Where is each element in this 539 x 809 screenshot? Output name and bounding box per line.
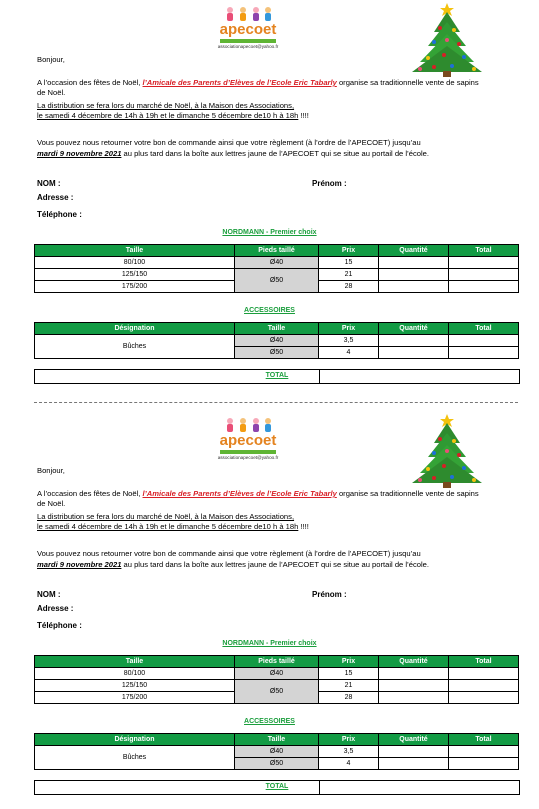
return-line-2 <box>37 149 429 159</box>
distribution-line-2 <box>37 111 309 121</box>
table-row <box>35 668 519 680</box>
total-cell[interactable] <box>449 347 519 359</box>
prix-cell: 4 <box>319 758 379 770</box>
col-quantite: Quantité <box>379 323 449 335</box>
table-row <box>35 680 519 692</box>
table-header-row <box>35 734 519 746</box>
total-cell[interactable] <box>449 281 519 293</box>
return-line-2 <box>37 560 429 570</box>
nom-label: NOM : <box>37 590 61 599</box>
col-taille: Taille <box>35 656 235 668</box>
intro-pre: A l’occasion des fêtes de Noël, <box>37 489 143 498</box>
total-cell[interactable] <box>449 257 519 269</box>
prix-cell: 15 <box>319 668 379 680</box>
return-line-1: Vous pouvez nous retourner votre bon de commande ainsi que votre règlement (à l’ordre de l’APECOET) jusqu’au <box>37 549 421 558</box>
taille-cell: 175/200 <box>35 281 235 293</box>
designation-cell: Bûches <box>35 746 235 770</box>
return-post: au plus tard dans la boîte aux lettres jaune de l’APECOET qui se situe au portail de l’école. <box>121 149 430 158</box>
col-taille: Taille <box>235 323 319 335</box>
total-cell[interactable] <box>449 335 519 347</box>
prenom-label: Prénom : <box>312 590 347 599</box>
greeting: Bonjour, <box>37 466 65 475</box>
organisation-name: l’Amicale des Parents d’Elèves de l’Ecole Eric Tabarly <box>142 489 337 498</box>
prenom-label: Prénom : <box>312 179 347 188</box>
order-form-top <box>0 0 539 398</box>
accessoires-table <box>34 733 519 770</box>
col-quantite: Quantité <box>379 245 449 257</box>
col-total: Total <box>449 245 519 257</box>
quantite-cell[interactable] <box>379 347 449 359</box>
taille-cell: 175/200 <box>35 692 235 704</box>
intro-pre: A l’occasion des fêtes de Noël, <box>37 78 143 87</box>
table-row <box>35 335 519 347</box>
prix-cell: 28 <box>319 692 379 704</box>
quantite-cell[interactable] <box>379 758 449 770</box>
col-prix: Prix <box>319 245 379 257</box>
col-total: Total <box>449 656 519 668</box>
distribution-line-1: La distribution se fera lors du marché de Noël, à la Maison des Associations, <box>37 512 295 521</box>
organisation-name: l’Amicale des Parents d’Elèves de l’Ecole Eric Tabarly <box>142 78 337 87</box>
quantite-cell[interactable] <box>379 680 449 692</box>
intro-post: organise sa traditionnelle vente de sapins <box>336 489 479 498</box>
deadline: mardi 9 novembre 2021 <box>37 149 122 158</box>
col-pieds: Pieds taillé <box>235 656 319 668</box>
taille-cell: Ø50 <box>235 347 319 359</box>
greeting: Bonjour, <box>37 55 65 64</box>
intro-line <box>37 78 479 88</box>
col-prix: Prix <box>319 734 379 746</box>
total-label: TOTAL <box>235 781 320 794</box>
adresse-label: Adresse : <box>37 604 74 613</box>
total-row[interactable] <box>34 369 520 384</box>
nordmann-title: NORDMANN - Premier choix <box>222 640 317 647</box>
distribution-line-1: La distribution se fera lors du marché de Noël, à la Maison des Associations, <box>37 101 295 110</box>
distribution-dates: le samedi 4 décembre de 14h à 19h et le dimanche 5 décembre de10 h à 18h <box>37 522 299 531</box>
prix-cell: 21 <box>319 269 379 281</box>
return-post: au plus tard dans la boîte aux lettres jaune de l’APECOET qui se situe au portail de l’école. <box>121 560 430 569</box>
table-row <box>35 746 519 758</box>
total-cell[interactable] <box>449 692 519 704</box>
intro-line <box>37 489 479 499</box>
table-header-row <box>35 323 519 335</box>
prix-cell: 21 <box>319 680 379 692</box>
children-logo-icon <box>224 6 274 22</box>
col-quantite: Quantité <box>379 734 449 746</box>
intro-line-2: de Noël. <box>37 499 66 508</box>
distribution-dates: le samedi 4 décembre de 14h à 19h et le dimanche 5 décembre de10 h à 18h <box>37 111 299 120</box>
table-header-row <box>35 245 519 257</box>
prix-cell: 3,5 <box>319 746 379 758</box>
apecoet-logo <box>210 6 286 52</box>
taille-cell: Ø40 <box>235 746 319 758</box>
telephone-label: Téléphone : <box>37 210 82 219</box>
adresse-label: Adresse : <box>37 193 74 202</box>
christmas-tree-icon <box>404 411 490 489</box>
total-label: TOTAL <box>235 370 320 383</box>
designation-cell: Bûches <box>35 335 235 359</box>
col-designation: Désignation <box>35 734 235 746</box>
prix-cell: 3,5 <box>319 335 379 347</box>
table-row <box>35 257 519 269</box>
cut-line <box>34 402 518 403</box>
logo-bar <box>220 39 276 43</box>
logo-bar <box>220 450 276 454</box>
total-cell[interactable] <box>449 680 519 692</box>
pied-cell: Ø40 <box>235 668 319 680</box>
col-quantite: Quantité <box>379 656 449 668</box>
quantite-cell[interactable] <box>379 692 449 704</box>
table-header-row <box>35 656 519 668</box>
prix-cell: 4 <box>319 347 379 359</box>
distribution-exclaim: !!!! <box>298 111 309 120</box>
intro-line-2: de Noël. <box>37 88 66 97</box>
total-cell[interactable] <box>449 668 519 680</box>
prix-cell: 15 <box>319 257 379 269</box>
logo-email: associationapecoet@yahoo.fr <box>217 44 279 49</box>
taille-cell: 125/150 <box>35 269 235 281</box>
intro-post: organise sa traditionnelle vente de sapins <box>336 78 479 87</box>
quantite-cell[interactable] <box>379 746 449 758</box>
logo-email: associationapecoet@yahoo.fr <box>217 455 279 460</box>
col-total: Total <box>449 323 519 335</box>
total-cell[interactable] <box>449 758 519 770</box>
deadline: mardi 9 novembre 2021 <box>37 560 122 569</box>
logo-brand: apecoet <box>219 432 277 449</box>
accessoires-title: ACCESSOIRES <box>244 718 295 725</box>
nordmann-title: NORDMANN - Premier choix <box>222 229 317 236</box>
taille-cell: 125/150 <box>35 680 235 692</box>
taille-cell: Ø50 <box>235 758 319 770</box>
christmas-tree-icon <box>404 0 490 78</box>
quantite-cell[interactable] <box>379 668 449 680</box>
col-taille: Taille <box>35 245 235 257</box>
quantite-cell[interactable] <box>379 335 449 347</box>
total-cell[interactable] <box>449 746 519 758</box>
prix-cell: 28 <box>319 281 379 293</box>
pied-cell: Ø50 <box>235 680 319 704</box>
taille-cell: 80/100 <box>35 668 235 680</box>
return-line-1: Vous pouvez nous retourner votre bon de commande ainsi que votre règlement (à l’ordre de l’APECOET) jusqu’au <box>37 138 421 147</box>
col-designation: Désignation <box>35 323 235 335</box>
telephone-label: Téléphone : <box>37 621 82 630</box>
nom-label: NOM : <box>37 179 61 188</box>
col-taille: Taille <box>235 734 319 746</box>
total-row[interactable] <box>34 780 520 795</box>
pied-cell: Ø50 <box>235 269 319 293</box>
table-row <box>35 269 519 281</box>
taille-cell: 80/100 <box>35 257 235 269</box>
quantite-cell[interactable] <box>379 257 449 269</box>
distribution-line-2 <box>37 522 309 532</box>
distribution-exclaim: !!!! <box>298 522 309 531</box>
apecoet-logo <box>210 417 286 463</box>
quantite-cell[interactable] <box>379 269 449 281</box>
children-logo-icon <box>224 417 274 433</box>
col-prix: Prix <box>319 656 379 668</box>
col-prix: Prix <box>319 323 379 335</box>
col-pieds: Pieds taillé <box>235 245 319 257</box>
nordmann-table <box>34 655 519 704</box>
pied-cell: Ø40 <box>235 257 319 269</box>
quantite-cell[interactable] <box>379 281 449 293</box>
logo-brand: apecoet <box>219 21 277 38</box>
order-form-bottom <box>0 411 539 809</box>
taille-cell: Ø40 <box>235 335 319 347</box>
col-total: Total <box>449 734 519 746</box>
total-cell[interactable] <box>449 269 519 281</box>
accessoires-table <box>34 322 519 359</box>
nordmann-table <box>34 244 519 293</box>
accessoires-title: ACCESSOIRES <box>244 307 295 314</box>
